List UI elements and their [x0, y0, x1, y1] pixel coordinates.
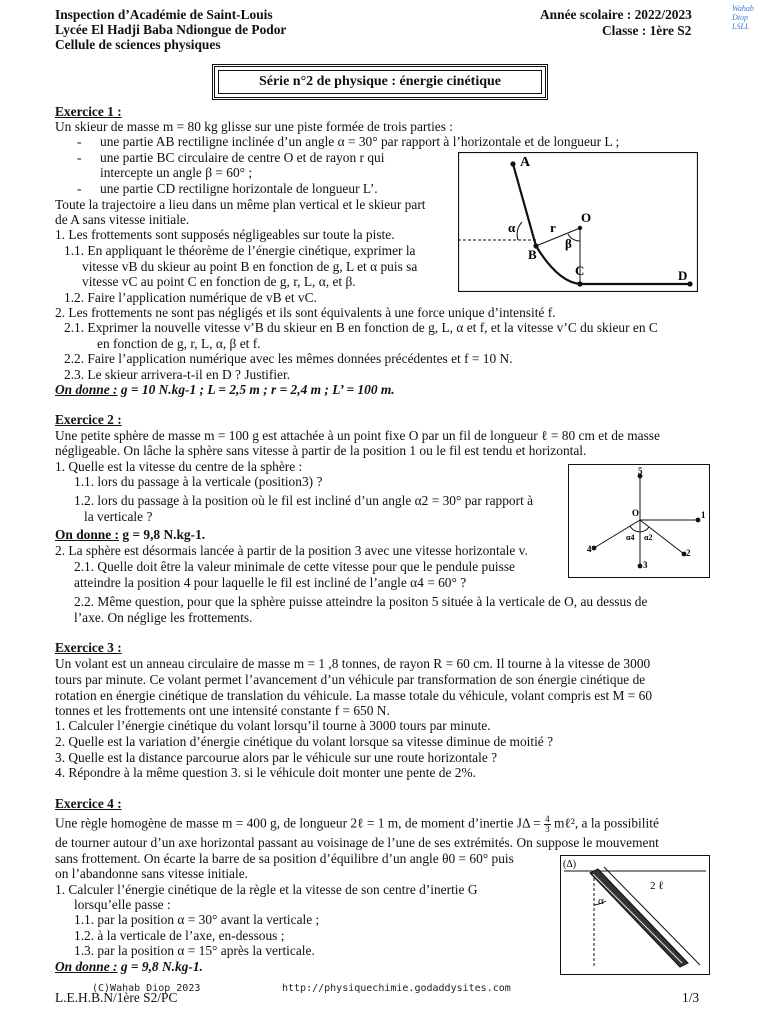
ski-track-figure — [458, 152, 698, 292]
given-label: On donne : — [55, 959, 118, 974]
ex1-question: 2. Les frottements ne sont pas négligés et ils sont équivalents à une force unique d’intensité f. — [55, 305, 556, 320]
ex1-text: Toute la trajectoire a lieu dans un même plan vertical et le skieur part — [55, 197, 426, 212]
ex4-question: 1.1. par la position α = 30° avant la verticale ; — [74, 912, 320, 927]
ex2-question: l’axe. On néglige les frottements. — [74, 610, 253, 625]
pos-3-label: 3 — [643, 560, 648, 570]
school-year: Année scolaire : 2022/2023 — [540, 7, 692, 22]
ruler-figure — [560, 855, 710, 975]
page-number: 1/3 — [682, 990, 700, 1005]
ex1-given — [55, 382, 395, 397]
ex2-question: 2. La sphère est désormais lancée à partir de la position 3 avec une vitesse horizontale v. — [55, 543, 528, 558]
length-label: 2 ℓ — [650, 880, 664, 892]
ex4-text: Une règle homogène de masse m = 400 g, de longueur 2ℓ = 1 m, de moment d’inertie JΔ = — [55, 815, 545, 831]
given-values: g = 9,8 N.kg-1. — [119, 527, 206, 542]
ex3-text: tonnes et les frottements ont une intensité constante f = 650 N. — [55, 703, 390, 718]
ex1-question: 1.1. En appliquant le théorème de l’énergie cinétique, exprimer la — [64, 243, 416, 258]
ex2-question: 1.2. lors du passage à la position où le fil est incliné d’un angle α2 = 30° par rapport à — [74, 493, 534, 508]
ex3-text: Un volant est un anneau circulaire de masse m = 1 ,8 tonnes, de rayon R = 60 cm. Il tourne à la vitesse de 3000 — [55, 656, 651, 671]
ex4-given — [55, 959, 203, 974]
ex1-bullet-2b: intercepte un angle β = 60° ; — [100, 165, 253, 180]
ex1-bullet-1: une partie AB rectiligne inclinée d’un angle α = 30° par rapport à l’horizontale et de longueur L ; — [100, 134, 620, 149]
ex2-question: 1.1. lors du passage à la verticale (position3) ? — [74, 474, 323, 489]
ex4-text: de tourner autour d’un axe horizontal passant au voisinage de l’une de ses extrémités. On suppose le mouvement — [55, 835, 659, 850]
ex1-question: 1.2. Faire l’application numérique de vB et vC. — [64, 290, 317, 305]
author-logo — [732, 4, 764, 36]
department-name: Cellule de sciences physiques — [55, 37, 221, 52]
copyright: (C)Wahab Diop 2023 — [92, 983, 201, 994]
ex1-text: Un skieur de masse m = 80 kg glisse sur une piste formée de trois parties : — [55, 119, 454, 134]
ex4-text-line1 — [55, 815, 659, 834]
pos-4-label: 4 — [587, 544, 592, 554]
footer-ref: L.E.H.B.N/1ère S2/PC — [55, 990, 178, 1005]
fig-label-alpha: α — [508, 220, 516, 235]
given-label: On donne : — [55, 527, 119, 542]
alpha-label: α — [598, 895, 604, 907]
ex4-text: sans frottement. On écarte la barre de sa position d’équilibre d’un angle θ0 = 60° puis — [55, 851, 514, 866]
ex2-text: négligeable. On lâche la sphère sans vitesse à partir de la position 1 ou le fil est tendu et horizontal. — [55, 443, 587, 458]
ex3-question: 1. Calculer l’énergie cinétique du volant lorsqu’il tourne à 3000 tours par minute. — [55, 718, 491, 733]
given-values: g = 10 N.kg-1 ; L = 2,5 m ; r = 2,4 m ; L’ = 100 m. — [117, 382, 395, 397]
given-values: g = 9,8 N.kg-1. — [117, 959, 203, 974]
ex1-bullet-dash: - — [77, 150, 82, 165]
ex2-question: 1. Quelle est la vitesse du centre de la sphère : — [55, 459, 303, 474]
pivot-o-label: O — [632, 508, 640, 518]
academy-name: Inspection d’Académie de Saint-Louis — [55, 7, 273, 22]
ex2-given — [55, 527, 205, 542]
ex1-bullet-dash: - — [77, 134, 82, 149]
ex2-heading: Exercice 2 : — [55, 412, 122, 427]
ex3-question: 2. Quelle est la variation d’énergie cinétique du volant lorsque sa vitesse diminue de moitié ? — [55, 734, 554, 749]
ex3-text: rotation en énergie cinétique de translation du véhicule. La masse totale du véhicule, volant compris est M = 60 — [55, 688, 653, 703]
given-label: On donne : — [55, 382, 118, 397]
ex1-question: 2.1. Exprimer la nouvelle vitesse v’B du skieur en B en fonction de g, L, α et f, et la vitesse v’C du skieur en C — [64, 320, 658, 335]
ex4-question: lorsqu’elle passe : — [74, 897, 171, 912]
ex3-text: tours par minute. Ce volant permet l’avancement d’un véhicule par transformation de son énergie cinétique de — [55, 672, 646, 687]
fig-label-o: O — [581, 210, 592, 225]
ex1-bullet-3: une partie CD rectiligne horizontale de longueur L’. — [100, 181, 378, 196]
ex1-question: en fonction de g, r, L, α, β et f. — [97, 336, 261, 351]
fig-label-d: D — [678, 268, 688, 283]
alpha2-label: α2 — [644, 533, 653, 542]
ex4-text: on l’abandonne sans vitesse initiale. — [55, 866, 249, 881]
ex1-bullet-2a: une partie BC circulaire de centre O et de rayon r qui — [100, 150, 385, 165]
pendulum-figure — [568, 464, 710, 578]
ex3-heading: Exercice 3 : — [55, 640, 122, 655]
fig-label-c: C — [575, 263, 585, 278]
ex3-question: 4. Répondre à la même question 3. si le véhicule doit monter une pente de 2%. — [55, 765, 476, 780]
class-label: Classe : 1ère S2 — [602, 23, 692, 38]
ex3-question: 3. Quelle est la distance parcourue alors par le véhicule sur une route horizontale ? — [55, 750, 498, 765]
ex4-question: 1. Calculer l’énergie cinétique de la règle et la vitesse de son centre d’inertie G — [55, 882, 478, 897]
title-box — [212, 64, 548, 100]
ex1-bullet-dash: - — [77, 181, 82, 196]
fig-label-beta: β — [565, 236, 572, 251]
fraction-denominator: 3 — [545, 824, 550, 834]
ex4-text: mℓ², a la possibilité — [550, 815, 659, 831]
ex2-question: atteindre la position 4 pour laquelle le fil est incliné de l’angle α4 = 60° ? — [74, 575, 467, 590]
axis-delta-label: (Δ) — [563, 859, 577, 870]
fig-label-a: A — [520, 155, 531, 170]
ex2-text: Une petite sphère de masse m = 100 g est attachée à un point fixe O par un fil de longueur ℓ = 80 cm et de masse — [55, 428, 660, 443]
logo-text: Wahab Diop LSLL — [732, 4, 754, 31]
ex4-question: 1.2. à la verticale de l’axe, en-dessous ; — [74, 928, 285, 943]
ex4-question: 1.3. par la position α = 15° après la verticale. — [74, 943, 315, 958]
fig-label-r: r — [550, 220, 556, 235]
ex1-heading: Exercice 1 : — [55, 104, 122, 119]
ex1-question: 1. Les frottements sont supposés négligeables sur toute la piste. — [55, 227, 395, 242]
ex1-question: vitesse vC au point C en fonction de g, r, L, α, et β. — [82, 274, 356, 289]
website-link[interactable]: http://physiquechimie.godaddysites.com — [282, 983, 511, 994]
page-title: Série n°2 de physique : énergie cinétique — [218, 70, 542, 94]
fig-label-b: B — [528, 247, 537, 262]
pos-1-label: 1 — [701, 510, 706, 520]
alpha4-label: α4 — [626, 533, 635, 542]
ex4-heading: Exercice 4 : — [55, 796, 122, 811]
ex2-question: 2.1. Quelle doit être la valeur minimale de cette vitesse pour que le pendule puisse — [74, 559, 516, 574]
pos-5-label: 5 — [638, 466, 643, 476]
ex1-question: 2.3. Le skieur arrivera-t-il en D ? Justifier. — [64, 367, 291, 382]
fraction-numerator: 4 — [545, 814, 550, 824]
ex1-question: 2.2. Faire l’application numérique avec les mêmes données précédentes et f = 10 N. — [64, 351, 513, 366]
ex2-question: 2.2. Même question, pour que la sphère puisse atteindre la positon 5 située à la verticale de O, au dessus de — [74, 594, 648, 609]
pos-2-label: 2 — [686, 548, 691, 558]
ex2-question: la verticale ? — [84, 509, 153, 524]
school-name: Lycée El Hadji Baba Ndiongue de Podor — [55, 22, 287, 37]
ex1-text: de A sans vitesse initiale. — [55, 212, 190, 227]
ex1-question: vitesse vB du skieur au point B en fonction de g, L et α puis sa — [82, 259, 418, 274]
